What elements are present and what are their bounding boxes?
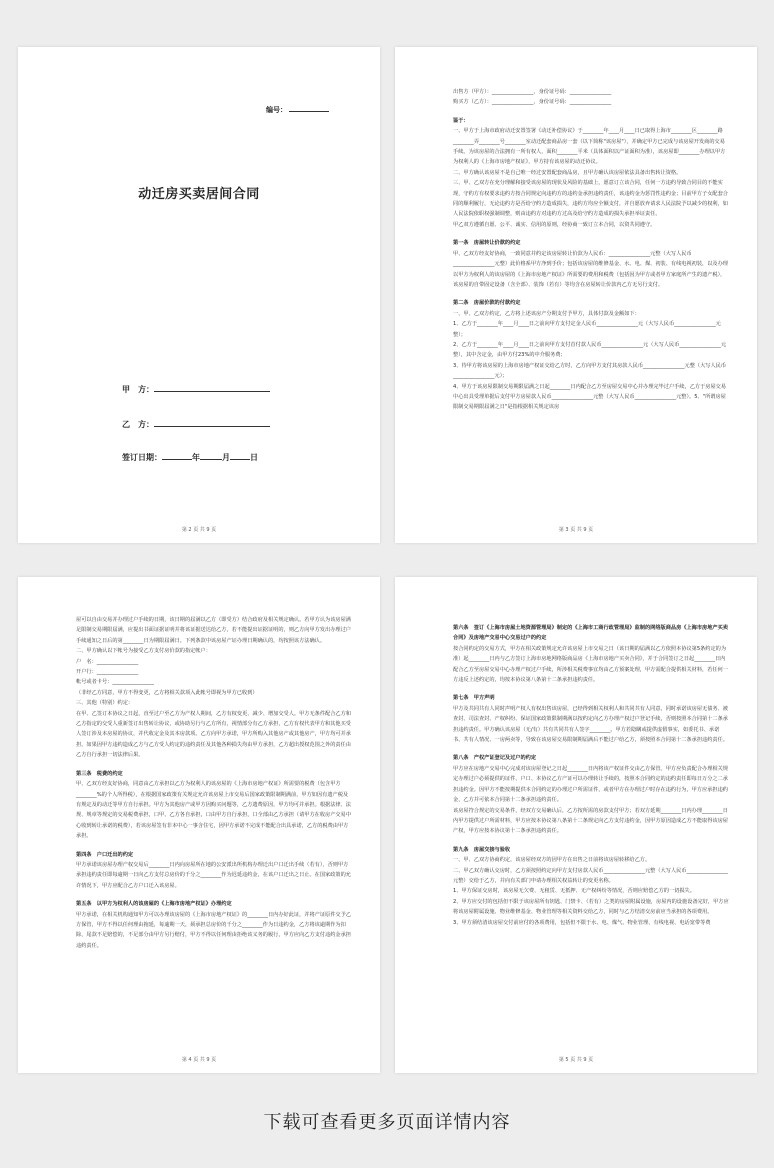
download-caption[interactable]: 下载可查看更多页面详情内容 <box>263 1112 511 1133</box>
contract-page-3 <box>395 47 757 543</box>
paragraph: 帐号或者卡号：________________ <box>76 679 154 686</box>
paragraph: 2、甲方应交付的包括但不限于该房屋所有钥匙、门禁卡、（若有）之类的房屋附属设施，房屋内的设施设备完好，甲方应将该房屋附属设施、物业维修基金、物业管理等相关资料交给乙方，同时与乙方结清交房前应当承担的各项费用。 <box>453 898 729 916</box>
party-a-label: 甲 方： <box>122 385 154 394</box>
section-heading: 第九条 房屋交接与验收 <box>453 846 511 853</box>
page-body <box>76 615 352 951</box>
paragraph: 三、甲、乙双方在充分理解和接受该房屋的现状及风险的基础上，愿意订立该合同，任何一方违约导致合同目的不能实现，守约方有权要求违约方按合同规定向违约方的违约金承担违约责任，该违约金为惩罚性违约金；目前甲方子女配套合同的顺利履行，无论违约方是否给守约方造成损失，违约方均应全额支付，并自愿放弃请求人民法院予以减少的权利，如人民法院依职权强制调整，则由违约方对违约方过高及给守约方造成的损失承担举证责任。 <box>453 180 728 218</box>
page-footer: 第 2 页 共 9 页 <box>181 527 217 533</box>
paragraph: 甲乙双方遵循自愿、公平、诚实、信用的原则，经协商一致订立本合同，以资共同遵守。 <box>453 221 656 228</box>
paragraph: （非经乙方同意，甲方不得变更，乙方将相关款项入此帐号即视为甲方已收到） <box>76 689 258 696</box>
day-label: 日 <box>250 453 258 462</box>
paragraph: 3、甲方须结清该房屋交付前应付的各项费用，包括但不限于水、电、煤气、物业管理、有线电视、电话宽带等费 <box>453 919 711 926</box>
paragraph: 屋可以自由交易并办理过户手续的日期，该日期的届满以乙方（即受方）结合政府及相关规定确认。若甲方认为该房屋满足限制交易期限届满，应提出书面证据证明并将该证据送达给乙方，若不能提出证据证明的，则乙方向甲方发出办理过户手续通知之日后的第________日为期限届满日。下列条款中该房屋产证办理日期确认的，均按照该方法确认。 <box>76 617 351 644</box>
party-a-blank <box>154 391 270 392</box>
paragraph: 甲方应在房地产交易中心完成对该房屋登记之日起________日内将该产权证件交由乙方保管。甲方应负责配合办理相关规定办理过户必须提供的证件、户口、本协议乙方产证可以办理转让手续的，按照本合同约定的违约责任即每日万分之二承担违约金。因甲方不能按期提供本合同约定的办理过户所需证件，或者甲方在办理过户时存在违约行为，甲方应承担违约金，乙方并可依本合同第十二条承担违约责任。 <box>453 765 728 804</box>
paragraph: 甲方承诺该房屋办理产权交易后________日内向房屋所在地的公安派出所机构办理迁出户口迁出手续（若有），否则甲方承担违约责任即每逾期一日向乙方支付总房价的千分之________作为迟延违约金，在该户口迁出之日止。在国家政策的允许情况下，甲方应配合乙方户口迁入该房屋。 <box>76 861 351 889</box>
section-heading: 第一条 房屋转让价款的约定 <box>453 240 521 247</box>
paragraph: 在甲、乙签订本协议之日起，直至过户至乙方为产权人期间，乙方有权变更、减少、增加交受人。甲方无条件配合乙方和乙方指定的交受人重新签订出售转让协议，或协助另行与乙方所有，视情部分有乙方承担，乙方有权代表甲方和其他买受人签订涉及本房屋的协议，并代收定金及其本房款项。乙方向甲方承诺，甲方所购入其他房产或其他房产，甲方均可并承担。如果因甲方违约造成乙方与乙方受人约定的违约责任及其他各种损失均由甲方承担，乙方超出授权范围之外的责任由乙方自行承担一切法律后果。 <box>76 710 351 759</box>
paragraph: 一、甲、乙双方协商约定，该房屋经双方的因甲方在出售之日前将该房屋转移给乙方。 <box>453 857 651 864</box>
section-heading: 鉴于： <box>453 117 469 124</box>
paragraph: 该房屋符合规定的交易条件，经双方交易确认后，乙方按所需的房款支付甲方；若双方延期________日内办理________日内甲方提供过户所需材料，甲方应按本协议第八条第十二条规定向乙方支付违约金，因甲方原因造成乙方不能取得该房屋产权，甲方应按本协议第十二条承担违约责任。 <box>453 807 728 835</box>
month-label: 月 <box>222 453 230 462</box>
contract-number-blank <box>289 111 329 112</box>
paragraph: 1、甲方保证交房时，该房屋无欠费、无租赁、无抵押、无产权纠纷等情况，否则应赔偿乙方的一切损失。 <box>453 888 695 895</box>
page-footer: 第 4 页 共 9 页 <box>181 1057 217 1063</box>
page-body <box>453 87 729 413</box>
party-a-field <box>122 384 270 395</box>
section-heading: 第二条 房屋价款的付款约定 <box>453 300 521 307</box>
paragraph: 一、甲、乙双方约定，乙方将上述该房产分期支付予甲方，具体付款及金额如下： <box>453 310 640 317</box>
party-b-label: 乙 方： <box>122 420 154 429</box>
contract-title: 动迁房买卖居间合同 <box>138 187 260 202</box>
paragraph: 二、甲方确认该房屋不是自己唯一经过安置配套商品房，且甲方确认该房屋依法具备出售转让资格。 <box>453 169 682 176</box>
paragraph: 出售方（甲方）：________________，身份证号码：________________ <box>453 89 612 95</box>
page-footer: 第 5 页 共 9 页 <box>558 1057 594 1063</box>
paragraph: 按合同约定的交易方式，甲方在相关政策规定允许该房屋上市交易之日（该日期的届满以乙方依照本协议第5条约定的为准）起________日内与乙方签订上海市房地网络版商品房《上海市房地产买卖合同》，并于合同签订之日起________日内配合乙方至房屋交易中心办理产权过户手续，所涉相关税费事宜均由乙方预案处理，甲方需配合提供相关材料，若任何一方违反上述约定的，均按本协议第八条第十二条承担违约责任。 <box>453 645 728 684</box>
section-heading: 第三条 税费的约定 <box>76 770 123 777</box>
paragraph: 一、甲方于上海市政府动迁安置签署《动迁补偿协议》于________年____月____日已取得上海市________区________路________弄________号________室动迁配套商品房一套（以下简称"该房屋"），并确定甲方已完成与该房屋开发商的交易手续。为该房屋的合法拥有一所有权人，面积________平米（具体面积以产证面积为准），该房屋即________办理以甲方为权利人的《上海市房地产权证》，甲方持有该房屋的动迁协议。 <box>453 128 726 166</box>
section-heading: 第七条 甲方声明 <box>453 695 495 702</box>
paragraph: 开户行：________________ <box>76 669 139 676</box>
paragraph: 甲方及共同共有人同时声明产权人有权出售该房屋，已经得到相关权利人和共同共有人同意，同时承诺该房屋无债务、被查封、司法查封、产权纠纷、保证国家政策限制期满以按约定向乙方办理产权过户登记手续，否则按照本合同第十二条承担违约责任。甲方确认该房屋（无/有）共有共同共有人签字________。甲方若隐瞒或提供虚假事实，如委托书、承诺书、共有人情况、一房两卖等，导致在该房屋交易限制期届满后不能过户给乙方，须按照本合同第十二条承担违约责任。 <box>453 705 728 744</box>
paragraph: 购买方（乙方）：________________，身份证号码：________________ <box>453 99 612 106</box>
sign-date-field <box>122 452 258 463</box>
paragraph: 3、待甲方将该房屋的上海市房地产权证交给乙方时，乙方向甲方支付其房款人民币________________元整（大写人民币________________元）； <box>453 362 727 380</box>
contract-page-5 <box>395 577 757 1073</box>
year-blank <box>162 459 192 460</box>
paragraph: 1、乙方于________年____月____日之前向甲方支付定金人民币________________元（大写人民币________________元整）； <box>453 321 721 338</box>
party-b-blank <box>154 426 270 427</box>
sign-date-label: 签订日期： <box>122 453 162 462</box>
year-label: 年 <box>192 453 200 462</box>
contract-number-label: 编号： <box>266 106 287 114</box>
paragraph: 甲、乙双方经友好协商，一致同意并约定该房屋转让价款为人民币：________________元整（大写人民币________________元整）此价格系甲方净到手价；包括该房屋的维修基金、水、电、煤、初装、有线电视初装，以及办理以甲方为权利人的该房屋的《上海市房地产权证》所需要的费用和税费（包括因为甲方或者甲方家庭所产生的遗产税），该房屋的自带固定设备（含全部）、装饰（若有）等均含在房屋转让价款内乙方无另行支付。 <box>453 250 728 288</box>
paragraph: 户 名：________________ <box>76 658 139 665</box>
page-body <box>453 615 729 928</box>
paragraph: 甲方承诺，在相关机构通知甲方可以办理该房屋的《上海市房地产权证》的________日内办好此证，并将产证原件交予乙方保管，甲方不得以任何理由拖延，每逾期一天，须承担总房价的千分之________作为日违约金，乙方将该逾期作为扣除，尾款不足赔偿的，不足部分由甲方另行赔付，甲方不得以任何理由拒绝该义务的履行，甲方应向乙方支付违约金承担违约责任。 <box>76 911 351 949</box>
paragraph: 甲、乙双方经友好协商，同意由乙方承担以乙方为权利人的该房屋的《上海市房地产权证》所需要的税费（包含甲方________%的个人所得税），在根据国家政策有关规定允许该房屋上市交易后国家政策限制期满前，甲方如因有遗产税及有规定及的动迁等甲方自行承担。甲方为其他房产或甲方因购买问题等，乙方遗费原因，甲方均可并承担。根据法律、法规、规章等规定的交易税费承担，口甲、乙方各自承担，口由甲方自行承担，口全部由乙方承担（请甲方在收房产交易中心收到转让承诺的税费），若该房屋签有非本中心一事含住宅，因甲方承诺不完成不能配合出具承诺，乙方的税费由甲方承担。 <box>76 781 351 840</box>
contract-number <box>266 105 329 115</box>
section-heading: 第五条 以甲方为权利人的该房屋的《上海市房地产权证》办理约定 <box>76 901 232 908</box>
section-heading: 第四条 户口迁出的约定 <box>76 851 134 858</box>
paragraph: 二、甲方确认以下帐号为接受乙方支付房价款的指定帐户： <box>76 648 211 655</box>
page-footer: 第 3 页 共 9 页 <box>558 527 594 533</box>
cover-page <box>18 47 380 543</box>
section-heading: 第八条 产权产证登记及过户的约定 <box>453 755 537 762</box>
paragraph: 三、其他（特别）约定： <box>76 700 134 707</box>
section-heading: 第六条 签订《上海市房屋土地资源管理局》制定的《上海市工商行政管理局》监制的网络版商品房《上海市房地产买卖合同》及房地产交易中心交易过户的约定 <box>453 625 728 642</box>
contract-page-4 <box>18 577 380 1073</box>
day-blank <box>230 459 250 460</box>
month-blank <box>200 459 222 460</box>
paragraph: 4、甲方于该房屋限制交易期限届满之日起________日内配合乙方至房屋交易中心并办理完毕过户手续，乙方于房屋交易中心出具受理单据后支付甲方房屋款人民币________________元整（大写人民币________________元整）。5、"所谓房屋限制交易期限届满之日"是指根据相关规定该房 <box>453 383 727 411</box>
paragraph: 2、乙方于________年____月____日之前向甲方支付首付款人民币________________元（大写人民币________________元整），其中含定金，由甲方付23%的中介服务费； <box>453 341 727 359</box>
paragraph: 二、甲乙双方确认交房时，乙方须按照约定向甲方支付房款人民币________________元整（大写人民币________________元整）交给于乙方，并向有关部门申请办理相关权益转让的变更名称。 <box>453 867 728 884</box>
party-b-field <box>122 419 270 430</box>
